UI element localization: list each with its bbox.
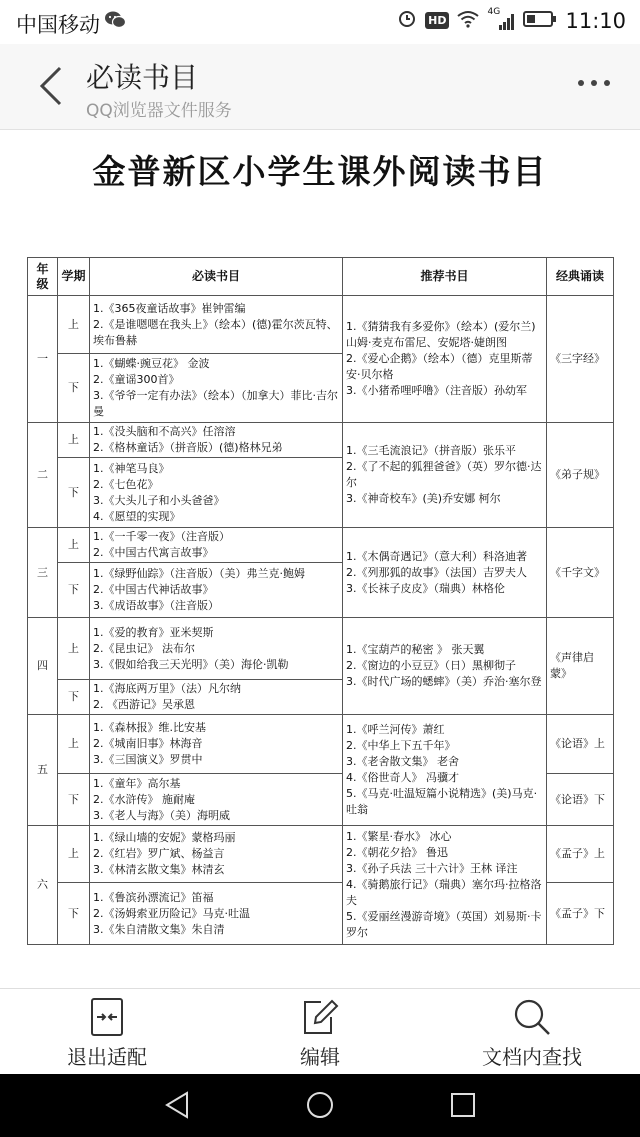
- system-recents-icon[interactable]: [448, 1090, 478, 1124]
- book-entry: 2. 《西游记》吴承恩: [93, 698, 195, 711]
- semester-cell: 上: [58, 826, 90, 883]
- book-entry: 5.《爱丽丝漫游奇境》（英国）刘易斯·卡罗尔: [346, 910, 542, 939]
- system-back-icon[interactable]: [163, 1090, 193, 1124]
- classic-reading-cell: 《论语》下: [547, 774, 614, 826]
- required-books-cell: [90, 715, 343, 774]
- recommended-books-cell: [343, 423, 547, 528]
- semester-cell: 上: [58, 423, 90, 458]
- book-entry: 1.《猜猜我有多爱你》（绘本）(爱尔兰)山姆·麦克布雷尼、安妮塔·婕朗图: [346, 320, 536, 349]
- book-entry: 2.《红岩》罗广斌、杨益言: [93, 847, 225, 860]
- wechat-icon: [104, 10, 126, 34]
- book-entry: 3.《时代广场的蟋蟀》（美）乔治·塞尔登: [346, 675, 542, 688]
- semester-cell: 上: [58, 296, 90, 354]
- status-bar: [0, 0, 640, 44]
- book-entry: 2.《爱心企鹅》（绘本）（德）克里斯蒂安·贝尔格: [346, 352, 533, 381]
- book-entry: 3.《三国演义》罗贯中: [93, 753, 203, 766]
- required-books-cell: [90, 680, 343, 715]
- grade-cell: 三: [28, 528, 58, 618]
- recommended-books-cell: [343, 528, 547, 618]
- table-header-row: [28, 258, 614, 296]
- book-entry: 1.《三毛流浪记》（拼音版）张乐平: [346, 444, 516, 457]
- table-row: [28, 296, 614, 354]
- book-entry: 1.《宝葫芦的秘密 》 张天翼: [346, 643, 485, 656]
- system-navigation-bar: [0, 1074, 640, 1137]
- required-books-cell: [90, 826, 343, 883]
- book-entry: 2.《朝花夕拾》 鲁迅: [346, 846, 448, 859]
- required-books-cell: [90, 774, 343, 826]
- book-entry: 3.《朱自清散文集》朱自清: [93, 922, 225, 936]
- book-entry: 2.《童谣300首》: [93, 373, 180, 386]
- header-grade: 年级: [28, 258, 58, 296]
- book-entry: 3.《长袜子皮皮》（瑞典）林格伦: [346, 581, 505, 595]
- header-semester: 学期: [58, 258, 90, 296]
- book-entry: 1.《爱的教育》亚米契斯: [93, 625, 214, 639]
- book-entry: 2.《中华上下五千年》: [346, 739, 456, 752]
- find-in-document-button[interactable]: [452, 989, 612, 1075]
- semester-cell: 下: [58, 563, 90, 618]
- hd-badge: HD: [425, 12, 449, 29]
- required-books-cell: [90, 563, 343, 618]
- book-entry: 3.《老舍散文集》 老舍: [346, 755, 459, 768]
- grade-cell: 五: [28, 715, 58, 826]
- semester-cell: 上: [58, 715, 90, 774]
- grade-cell: 四: [28, 618, 58, 715]
- book-entry: 3.《大头儿子和小头爸爸》: [93, 493, 225, 507]
- wifi-icon: [457, 9, 479, 33]
- required-books-cell: [90, 296, 343, 354]
- book-entry: 1.《绿山墙的安妮》蒙格玛丽: [93, 831, 236, 844]
- battery-icon: [523, 9, 557, 33]
- book-entry: 4.《骑鹅旅行记》（瑞典）塞尔玛·拉格洛夫: [346, 878, 542, 907]
- header-required: 必读书目: [90, 258, 343, 296]
- grade-cell: 六: [28, 826, 58, 945]
- classic-reading-cell: 《论语》上: [547, 715, 614, 774]
- book-entry: 2.《窗边的小豆豆》（日）黑柳彻子: [346, 659, 516, 672]
- recommended-books-cell: [343, 618, 547, 715]
- recommended-books-cell: [343, 296, 547, 423]
- book-entry: 3.《孙子兵法 三十六计》王林 译注: [346, 862, 518, 875]
- book-entry: 2.《格林童话》（拼音版）(德)格林兄弟: [93, 441, 283, 454]
- book-entry: 2.《了不起的狐狸爸爸》（英）罗尔德·达尔: [346, 460, 542, 489]
- book-entry: 2.《昆虫记》 法布尔: [93, 641, 195, 655]
- classic-reading-cell: 《三字经》: [547, 296, 614, 423]
- book-entry: 3.《成语故事》（注音版）: [93, 599, 219, 612]
- document-view[interactable]: [0, 130, 640, 988]
- table-row: [28, 826, 614, 883]
- semester-cell: 下: [58, 680, 90, 715]
- required-books-cell: [90, 883, 343, 945]
- recommended-books-cell: [343, 826, 547, 945]
- classic-reading-cell: 《千字文》: [547, 528, 614, 618]
- search-icon: [512, 997, 552, 1041]
- book-entry: 1.《木偶奇遇记》（意大利）科洛迪著: [346, 549, 527, 563]
- table-row: [28, 528, 614, 563]
- edit-icon: [301, 997, 339, 1041]
- alarm-icon: [397, 8, 417, 33]
- signal-icon: [487, 6, 515, 31]
- classic-reading-cell: 《孟子》上: [547, 826, 614, 883]
- book-entry: 1.《繁星·春水》 冰心: [346, 830, 452, 843]
- back-arrow-icon[interactable]: [36, 64, 66, 112]
- book-entry: 1.《蝴蝶·豌豆花》 金波: [93, 357, 210, 370]
- reading-list-table: [27, 257, 614, 945]
- grade-cell: 二: [28, 423, 58, 528]
- book-entry: 1.《呼兰河传》萧红: [346, 723, 445, 736]
- document-title: 金普新区小学生课外阅读书目: [92, 152, 548, 191]
- required-books-cell: [90, 458, 343, 528]
- carrier-name: 中国移动: [16, 13, 100, 37]
- system-home-icon[interactable]: [305, 1090, 335, 1124]
- book-entry: 3.《神奇校车》(美)乔安娜 柯尔: [346, 492, 501, 505]
- exit-fit-button[interactable]: [27, 989, 187, 1075]
- page-title: 必读书目: [86, 61, 199, 94]
- grade-cell: 一: [28, 296, 58, 423]
- book-entry: 3.《小猪希哩呼噜》（注音版）孙幼军: [346, 384, 527, 397]
- required-books-cell: [90, 354, 343, 423]
- required-books-cell: [90, 528, 343, 563]
- book-entry: 2.《汤姆索亚历险记》马克·吐温: [93, 906, 250, 920]
- book-entry: 3.《爷爷一定有办法》（绘本）（加拿大）菲比·吉尔曼: [93, 389, 338, 418]
- semester-cell: 下: [58, 354, 90, 423]
- semester-cell: 下: [58, 883, 90, 945]
- edit-label: 编辑: [300, 1045, 340, 1069]
- book-entry: 3.《假如给我三天光明》（美）海伦·凯勒: [93, 657, 289, 671]
- book-entry: 2.《中国古代神话故事》: [93, 583, 214, 596]
- book-entry: 2.《水浒传》 施耐庵: [93, 792, 195, 806]
- classic-reading-cell: 《孟子》下: [547, 883, 614, 945]
- recommended-books-cell: [343, 715, 547, 826]
- book-entry: 1.《森林报》维.比安基: [93, 721, 206, 734]
- edit-button[interactable]: [240, 989, 400, 1075]
- book-entry: 4.《俗世奇人》 冯骥才: [346, 771, 459, 784]
- book-entry: 2.《列那狐的故事》（法国）吉罗夫人: [346, 565, 527, 579]
- clock: 11:10: [565, 8, 626, 33]
- book-entry: 2.《是谁嗯嗯在我头上》（绘本）(德)霍尔茨瓦特、埃布鲁赫: [93, 317, 338, 347]
- app-header: [0, 44, 640, 130]
- book-entry: 1.《海底两万里》（法）凡尔纳: [93, 682, 241, 695]
- semester-cell: 上: [58, 528, 90, 563]
- book-entry: 1.《鲁滨孙漂流记》笛福: [93, 890, 214, 904]
- semester-cell: 上: [58, 618, 90, 680]
- semester-cell: 下: [58, 458, 90, 528]
- book-entry: 1.《没头脑和不高兴》任溶溶: [93, 425, 236, 438]
- table-row: [28, 618, 614, 680]
- semester-cell: 下: [58, 774, 90, 826]
- book-entry: 2.《七色花》: [93, 477, 159, 491]
- page-subtitle: QQ浏览器文件服务: [86, 101, 232, 121]
- book-entry: 2.《中国古代寓言故事》: [93, 546, 214, 559]
- classic-reading-cell: 《声律启蒙》: [547, 618, 614, 715]
- book-entry: 2.《城南旧事》林海音: [93, 737, 203, 750]
- book-entry: 1.《神笔马良》: [93, 461, 170, 475]
- bottom-toolbar: [0, 988, 640, 1075]
- table-row: [28, 715, 614, 774]
- book-entry: 1.《一千零一夜》（注音版）: [93, 530, 230, 543]
- required-books-cell: [90, 618, 343, 680]
- network-type: 4G: [487, 6, 501, 17]
- table-row: [28, 423, 614, 458]
- book-entry: 5.《马克·吐温短篇小说精选》(美)马克·吐翁: [346, 787, 538, 816]
- book-entry: 1.《童年》高尔基: [93, 776, 181, 790]
- exit-fit-icon: [90, 997, 124, 1041]
- header-classic: 经典诵读: [547, 258, 614, 296]
- classic-reading-cell: 《弟子规》: [547, 423, 614, 528]
- book-entry: 3.《老人与海》（美）海明威: [93, 808, 230, 822]
- book-entry: 4.《愿望的实现》: [93, 509, 181, 523]
- book-entry: 1.《绿野仙踪》（注音版）（美）弗兰克·鲍姆: [93, 567, 305, 580]
- more-options-icon[interactable]: [578, 80, 610, 86]
- header-recommended: 推荐书目: [343, 258, 547, 296]
- required-books-cell: [90, 423, 343, 458]
- find-in-document-label: 文档内查找: [482, 1045, 582, 1069]
- book-entry: 3.《林清玄散文集》林清玄: [93, 863, 225, 876]
- book-entry: 1.《365夜童话故事》崔钟雷编: [93, 301, 246, 315]
- exit-fit-label: 退出适配: [67, 1045, 147, 1069]
